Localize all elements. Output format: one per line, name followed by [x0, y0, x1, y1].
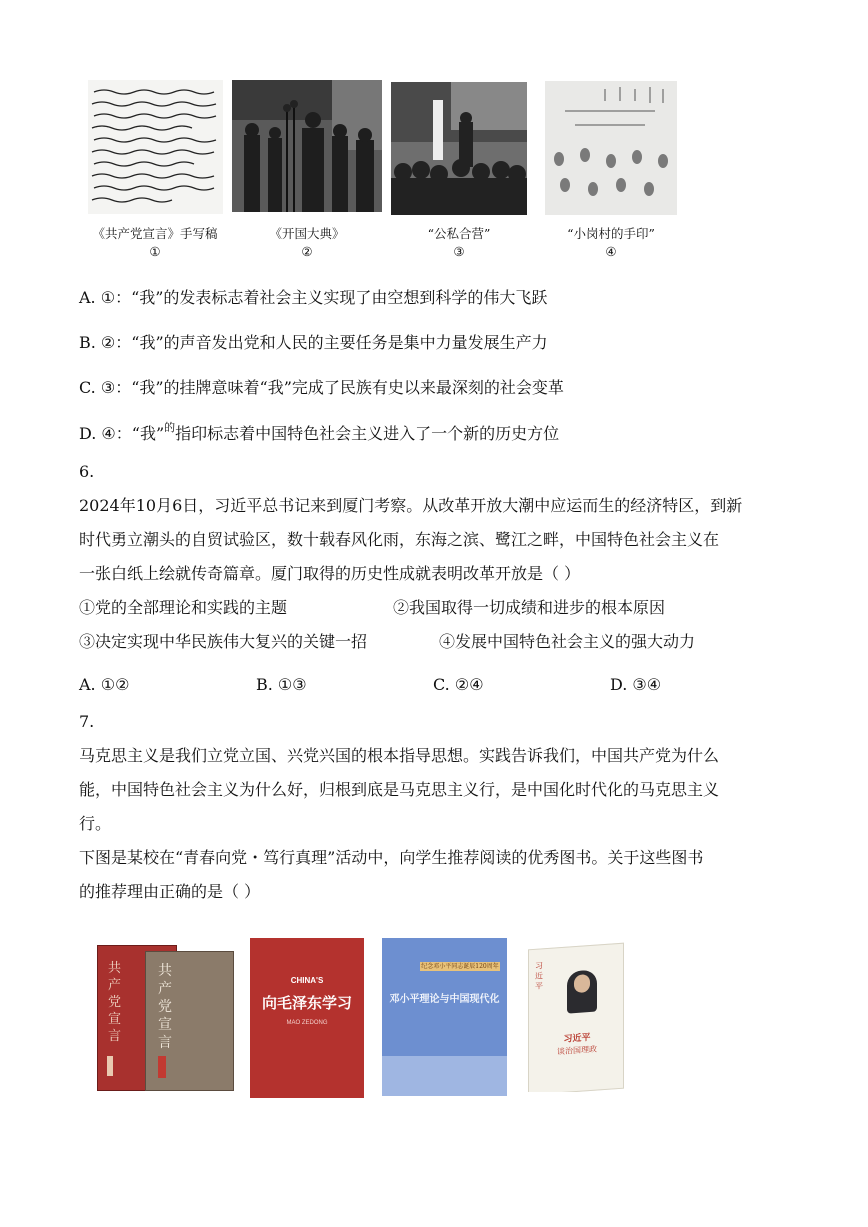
q6-stem-line-1: 2024年10月6日，习近平总书记来到厦门考察。从改革开放大潮中应运而生的经济特区，到新: [79, 496, 743, 515]
q6-statement-3: ③决定实现中华民族伟大复兴的关键一招: [79, 632, 368, 651]
book-1-back-title: 共产党宣言: [158, 963, 172, 1051]
q6-choice-c: C. ②④: [433, 675, 484, 694]
figure-caption-4: “小岗村的手印” ④: [567, 226, 655, 259]
photo-xiaogang-fingerprints: [545, 81, 677, 215]
q7-stem-line-5: 的推荐理由正确的是（ ）: [79, 882, 261, 901]
q6-choice-d: D. ③④: [610, 675, 662, 694]
q7-stem-line-2: 能，中国特色社会主义为什么好，归根到底是马克思主义行，是中国化时代化的马克思主义: [79, 780, 720, 799]
q6-statement-2: ②我国取得一切成绩和进步的根本原因: [393, 598, 666, 617]
q6-stem-line-2: 时代勇立潮头的自贸试验区，数十载春风化雨，东海之滨、鹭江之畔，中国特色社会主义在: [79, 530, 720, 549]
book-governance-of-china: [528, 942, 624, 1092]
q5-option-c: C. ③：“我”的挂牌意味着“我”完成了民族有史以来最深刻的社会变革: [79, 378, 564, 397]
book-communist-manifesto: [97, 945, 234, 1091]
q5-option-b: B. ②：“我”的声音发出党和人民的主要任务是集中力量发展生产力: [79, 333, 548, 352]
q6-statement-1: ①党的全部理论和实践的主题: [79, 598, 288, 617]
book-4-subtitle: 谈治国理政: [557, 1044, 597, 1057]
q7-stem-line-1: 马克思主义是我们立党立国、兴党兴国的根本指导思想。实践告诉我们，中国共产党为什么: [79, 746, 720, 765]
book-2-badge: CHINA'S: [290, 976, 324, 985]
book-deng-theory: [382, 938, 507, 1096]
photo-founding-ceremony: [232, 80, 382, 212]
book-3-header: 纪念邓小平同志诞辰120周年: [421, 963, 499, 970]
q6-stem-line-3: 一张白纸上绘就传奇篇章。厦门取得的历史性成就表明改革开放是（ ）: [79, 564, 581, 583]
q7-stem-line-3: 行。: [79, 814, 112, 833]
book-2-title: 向毛泽东学习: [261, 995, 352, 1012]
book-4-side-title: 习近平: [535, 961, 543, 991]
q5-option-a: A. ①：“我”的发表标志着社会主义实现了由空想到科学的伟大飞跃: [79, 288, 548, 307]
book-4-title: 习近平: [563, 1032, 591, 1045]
q7-stem-line-4: 下图是某校在“青春向党・笃行真理”活动中，向学生推荐阅读的优秀图书。关于这些图书: [79, 848, 704, 867]
q5-option-d: D. ④：“我”$^的$指印标志着中国特色社会主义进入了一个新的历史方位: [79, 421, 560, 443]
figure-caption-3: “公私合营” ③: [427, 226, 491, 259]
photo-manuscript: [88, 80, 223, 214]
figure-caption-1: 《共产党宣言》手写稿 ①: [92, 226, 218, 259]
q6-statement-4: ④发展中国特色社会主义的强大动力: [439, 632, 696, 651]
q7-number: 7.: [79, 712, 95, 731]
q6-number: 6.: [79, 462, 95, 481]
book-2-subtitle: MAO ZEDONG: [286, 1020, 328, 1026]
book-1-front-title: 共产党宣言: [108, 961, 122, 1044]
figure-caption-2: 《开国大典》 ②: [269, 226, 345, 259]
book-learn-from-mao: [250, 938, 364, 1098]
photo-public-private-partnership: [391, 82, 527, 215]
q6-choice-a: A. ①②: [79, 675, 130, 694]
q6-choice-b: B. ①③: [256, 675, 307, 694]
book-3-title: 邓小平理论与中国现代化: [389, 994, 500, 1005]
